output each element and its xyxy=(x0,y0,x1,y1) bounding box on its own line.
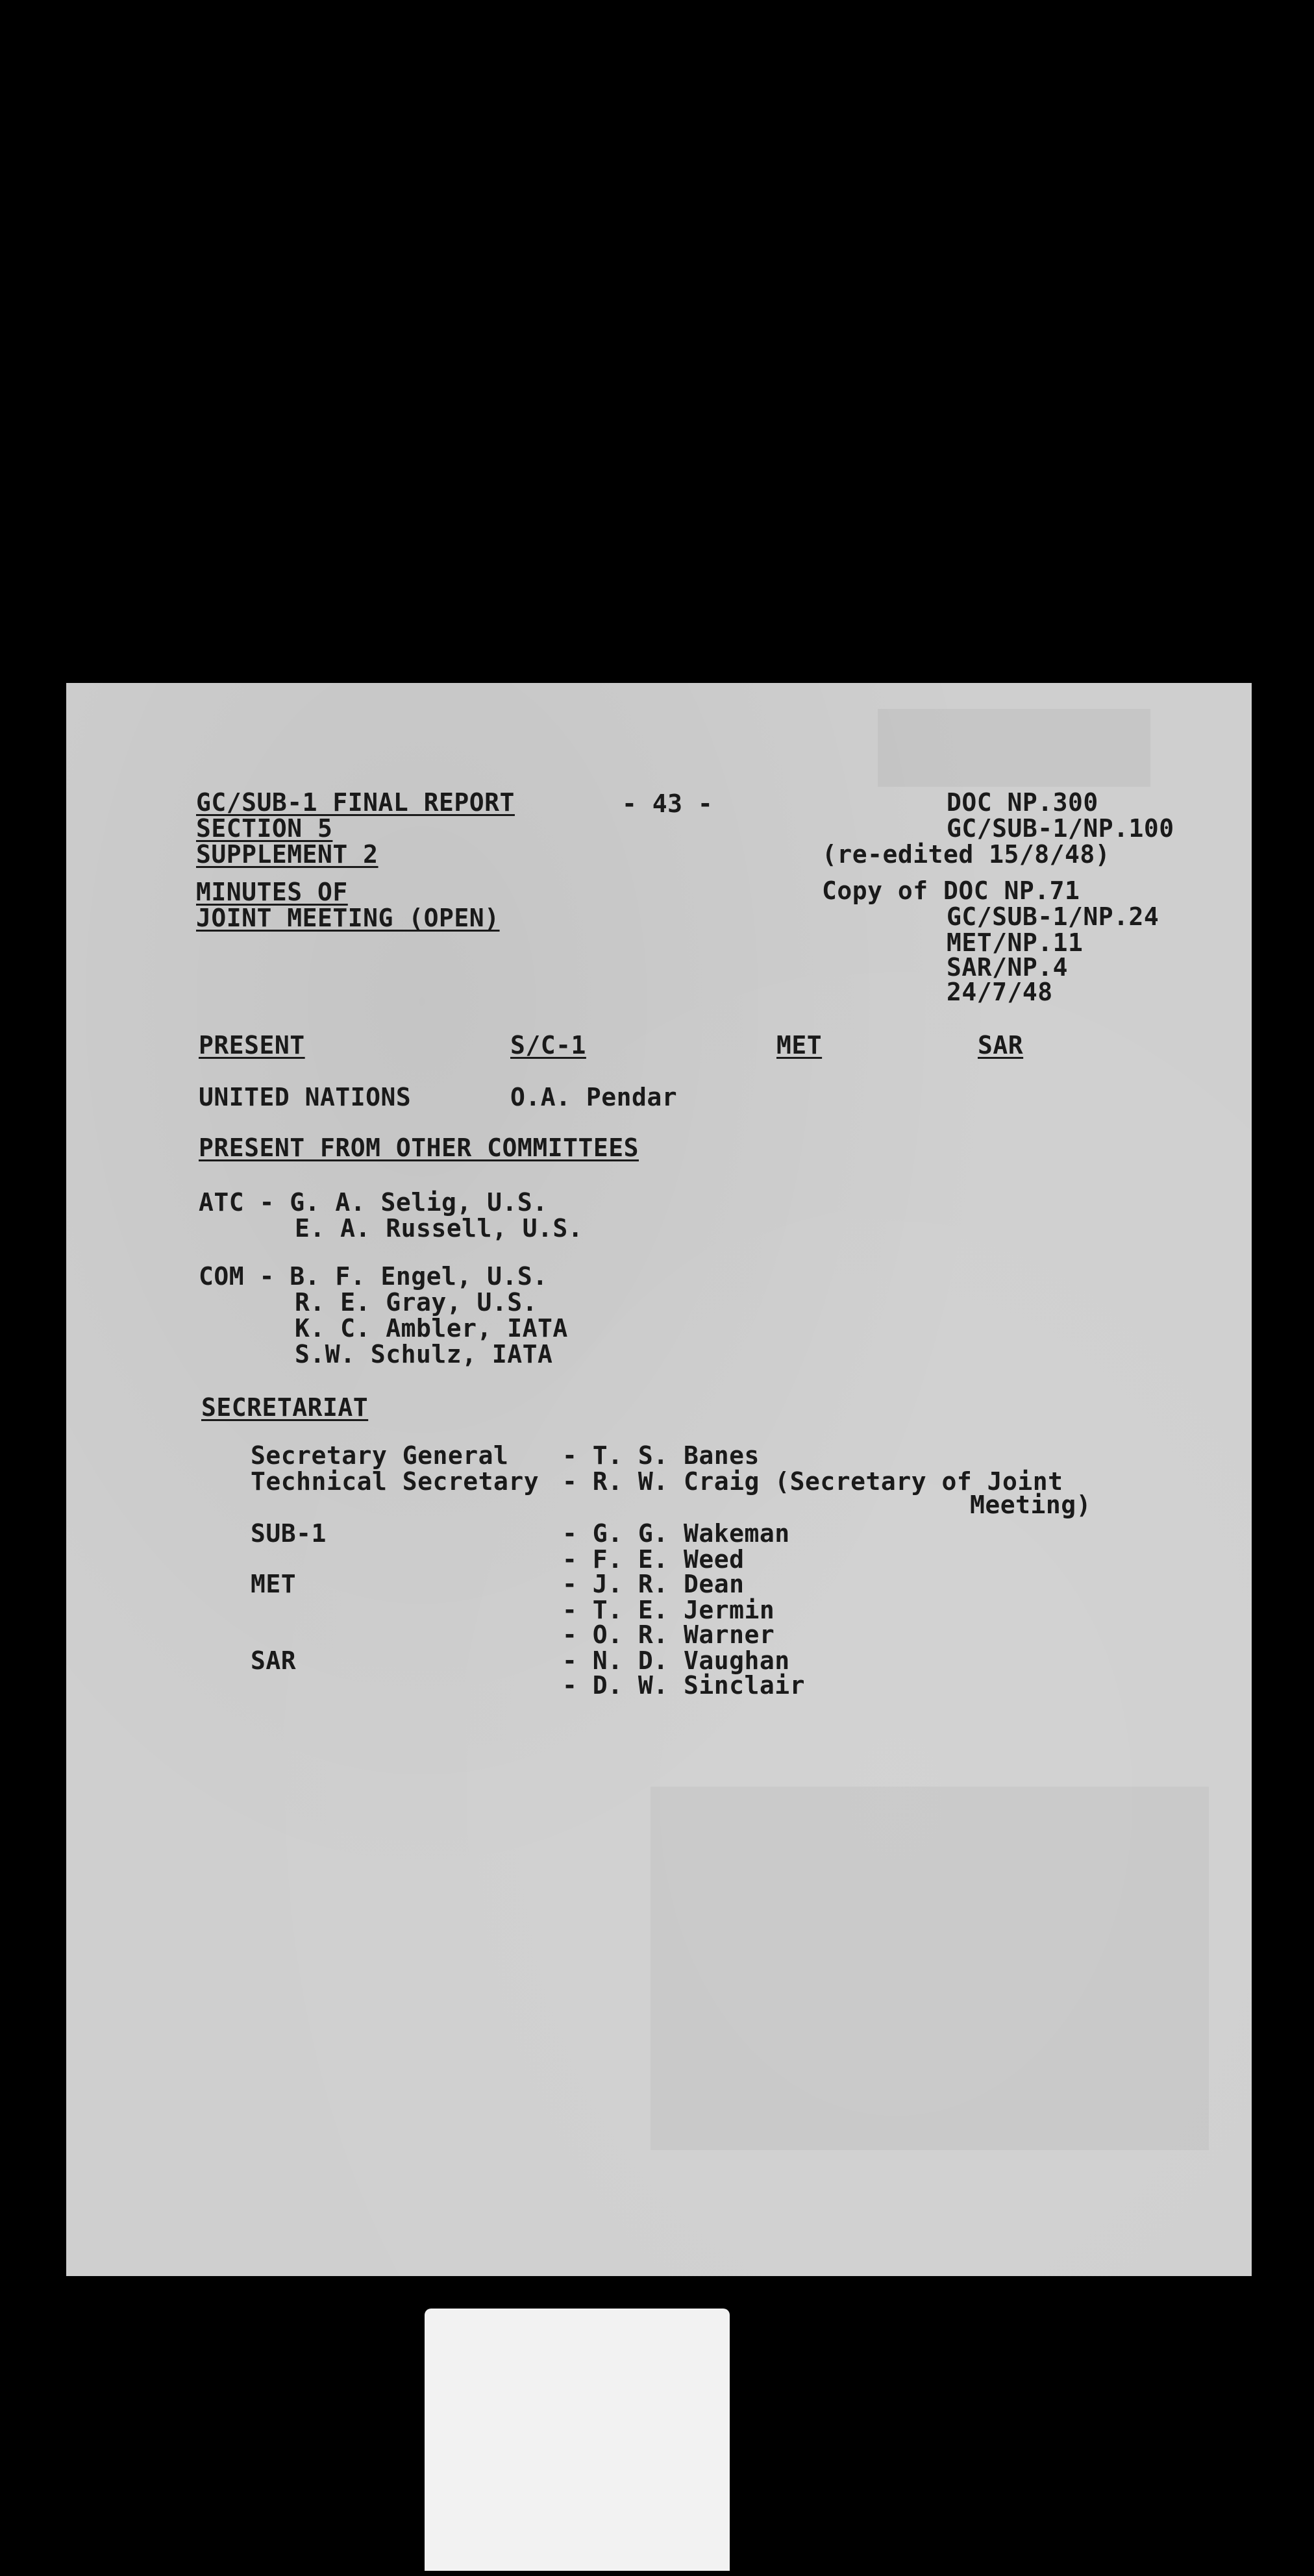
present-label: PRESENT xyxy=(199,1031,305,1059)
secretariat-role: MET xyxy=(251,1570,297,1598)
bleed-through-texture xyxy=(651,1787,1209,2150)
copy-line-3: MET/NP.11 xyxy=(947,928,1084,957)
secretariat-role: SAR xyxy=(251,1646,297,1675)
atc-line-2: E. A. Russell, U.S. xyxy=(295,1214,584,1243)
secretariat-name: - J. R. Dean xyxy=(562,1570,745,1598)
present-column-met: MET xyxy=(776,1031,823,1059)
other-committees-label: PRESENT FROM OTHER COMMITTEES xyxy=(199,1133,639,1162)
report-ref-line-1: GC/SUB-1 FINAL REPORT xyxy=(196,788,515,817)
copy-line-2: GC/SUB-1/NP.24 xyxy=(947,902,1159,931)
present-column-sc1: S/C-1 xyxy=(510,1031,586,1059)
doc-line-2: GC/SUB-1/NP.100 xyxy=(947,814,1174,843)
secretariat-name: - D. W. Sinclair xyxy=(562,1671,806,1700)
present-column-sar: SAR xyxy=(978,1031,1024,1059)
secretariat-name: - N. D. Vaughan xyxy=(562,1646,790,1675)
secretariat-name: - T. S. Banes xyxy=(562,1441,760,1470)
secretariat-name: - F. E. Weed xyxy=(562,1545,745,1574)
copy-line-5: 24/7/48 xyxy=(947,978,1053,1006)
com-line-4: S.W. Schulz, IATA xyxy=(295,1340,553,1368)
report-ref-line-2: SECTION 5 xyxy=(196,814,333,843)
secretariat-name: - O. R. Warner xyxy=(562,1620,775,1649)
blank-film-card xyxy=(425,2309,730,2571)
copy-line-1: Copy of DOC NP.71 xyxy=(822,876,1080,905)
secretariat-role: Technical Secretary xyxy=(251,1467,539,1496)
secretariat-role: SUB-1 xyxy=(251,1519,327,1548)
secretariat-name: Meeting) xyxy=(970,1491,1092,1519)
united-nations-name: O.A. Pendar xyxy=(510,1083,678,1111)
minutes-title-line-2: JOINT MEETING (OPEN) xyxy=(196,904,500,932)
com-line-1: COM - B. F. Engel, U.S. xyxy=(199,1262,548,1291)
report-ref-line-3: SUPPLEMENT 2 xyxy=(196,840,378,869)
copy-line-4: SAR/NP.4 xyxy=(947,953,1069,982)
secretariat-label: SECRETARIAT xyxy=(201,1393,369,1422)
page-number: - 43 - xyxy=(622,789,713,818)
secretariat-role: Secretary General xyxy=(251,1441,509,1470)
doc-line-3: (re-edited 15/8/48) xyxy=(822,840,1111,869)
minutes-title-line-1: MINUTES OF xyxy=(196,878,348,906)
com-line-3: K. C. Ambler, IATA xyxy=(295,1314,568,1343)
secretariat-name: - T. E. Jermin xyxy=(562,1596,775,1624)
doc-line-1: DOC NP.300 xyxy=(947,788,1098,817)
secretariat-name: - G. G. Wakeman xyxy=(562,1519,790,1548)
com-line-2: R. E. Gray, U.S. xyxy=(295,1288,538,1317)
united-nations-label: UNITED NATIONS xyxy=(199,1083,412,1111)
bleed-through-texture xyxy=(878,709,1150,787)
secretariat-name: - R. W. Craig (Secretary of Joint xyxy=(562,1467,1063,1496)
atc-line-1: ATC - G. A. Selig, U.S. xyxy=(199,1188,548,1217)
